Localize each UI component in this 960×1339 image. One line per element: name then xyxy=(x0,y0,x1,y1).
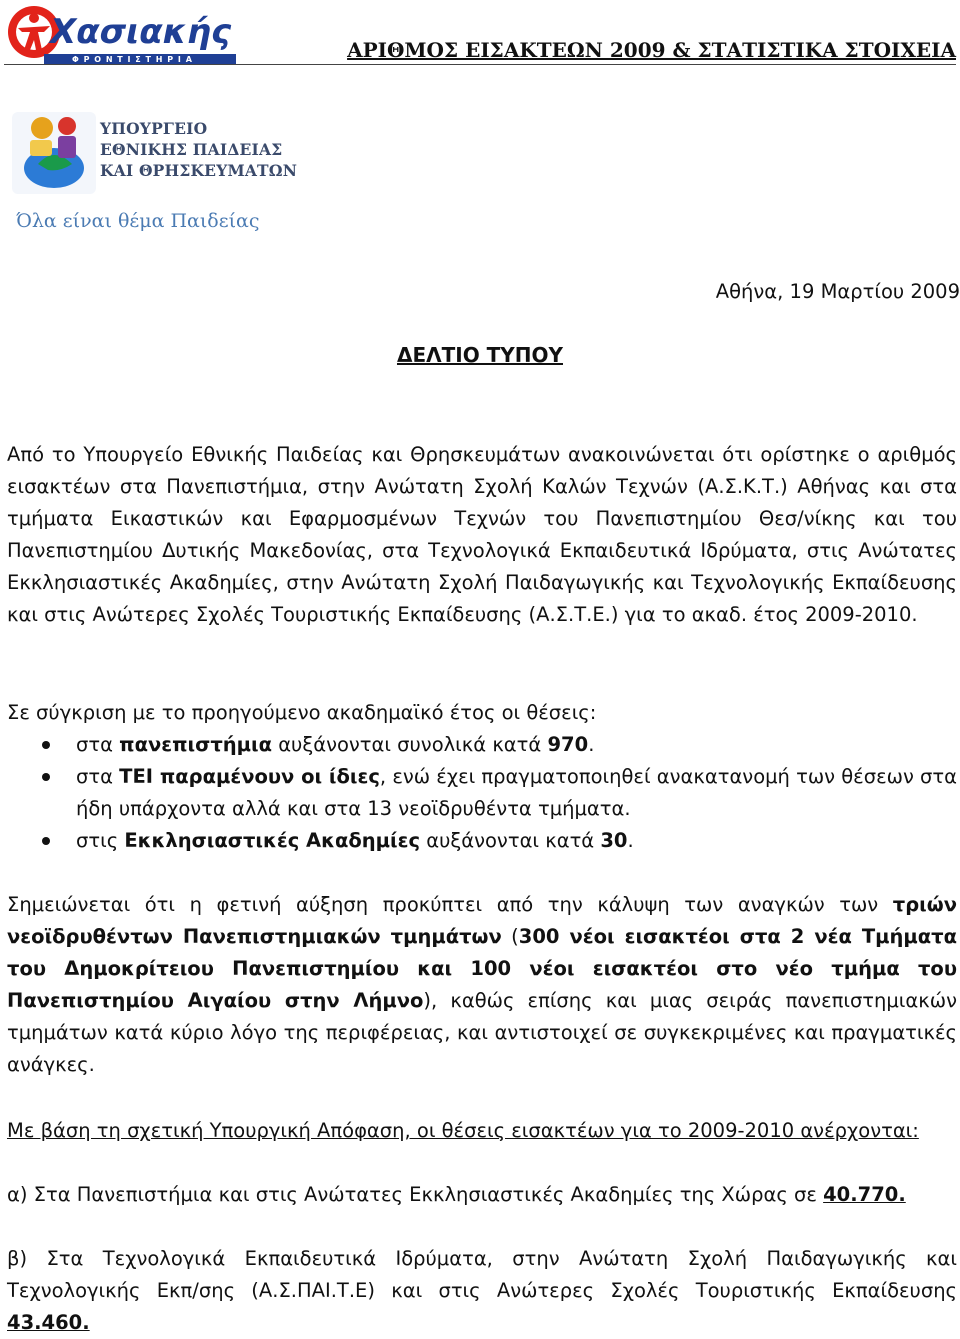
page-header xyxy=(0,0,960,68)
press-date: Αθήνα, 19 Μαρτίου 2009 xyxy=(715,280,960,303)
ministry-slogan: Όλα είναι θέμα Παιδείας xyxy=(16,210,260,232)
header-title: ΑΡΙΘΜΟΣ ΕΙΣΑΚΤΕΩΝ 2009 & ΣΤΑΤΙΣΤΙΚΑ ΣΤΟΙΧΕΙΑ xyxy=(347,38,956,62)
logo-subtext: Φ Ρ Ο Ν Τ Ι Σ Τ Η Ρ Ι Α xyxy=(72,55,193,64)
header-divider xyxy=(4,64,956,65)
ministry-line-1: ΥΠΟΥΡΓΕΙΟ xyxy=(100,119,208,138)
list-item-universities: στα πανεπιστήμια αυξάνονται συνολικά κατά 970. xyxy=(0,729,957,761)
paragraph-tei-total: β) Στα Τεχνολογικά Εκπαιδευτικά Ιδρύματα, στην Ανώτατη Σχολή Παιδαγωγικής και Τεχνολογικής Εκπ/σης (Α.Σ.ΠΑΙ.Τ.Ε) και στις Ανώτερες Σχολές Τουριστικής Εκπαίδευσης 43.460. xyxy=(7,1247,957,1334)
list-item-academies: στις Εκκλησιαστικές Ακαδημίες αυξάνονται κατά 30. xyxy=(0,825,957,857)
hasiakis-logo xyxy=(4,2,236,64)
comparison-list xyxy=(0,729,957,857)
list-item-tei: στα ΤΕΙ παραμένουν οι ίδιες, ενώ έχει πραγματοποιηθεί ανακατανομή των θέσεων στα ήδη υπάρχοντα αλλά και στα 13 νεοϊδρυθέντα τμήματα. xyxy=(0,761,957,825)
ministry-name xyxy=(100,118,300,181)
paragraph-comparison-intro: Σε σύγκριση με το προηγούμενο ακαδημαϊκό έτος οι θέσεις: xyxy=(7,701,597,724)
paragraph-increase-note: Σημειώνεται ότι η φετινή αύξηση προκύπτει από την κάλυψη των αναγκών των τριών νεοϊδρυθέντων Πανεπιστημιακών τμημάτων (300 νέοι εισακτέοι στα 2 νέα Τμήματα του Δημοκρίτειου Πανεπιστημίου και 100 νέοι εισακτέοι στο νέο τμήμα του Πανεπιστημίου Αιγαίου στην Λήμνο), καθώς επίσης και μιας σειράς πανεπιστημιακών τμημάτων κατά κύριο λόγο της περιφέρειας, και αντιστοιχεί σε συγκεκριμένες και πραγματικές ανάγκες. xyxy=(7,893,957,1076)
tei-total: 43.460. xyxy=(7,1311,90,1334)
ministry-emblem xyxy=(12,106,96,202)
paragraph-announcement: Από το Υπουργείο Εθνικής Παιδείας και Θρησκευμάτων ανακοινώνεται ότι ορίστηκε ο αριθμός εισακτέων στα Πανεπιστήμια, στην Ανώτατη Σχολή Καλών Τεχνών (Α.Σ.Κ.Τ.) Αθήνας και στα τμήματα Εικαστικών και Εφαρμοσμένων Τεχνών του Πανεπιστημίου Θεσ/νίκης και του Πανεπιστημίου Δυτικής Μακεδονίας, στα Τεχνολογικά Εκπαιδευτικά Ιδρύματα, στις Ανώτατες Εκκλησιαστικές Ακαδημίες, στην Ανώτατη Σχολή Παιδαγωγικής και Τεχνολογικής Εκπαίδευσης και στις Ανώτερες Σχολές Τουριστικής Εκπαίδευσης (Α.Σ.Τ.Ε.) για το ακαδ. έτος 2009-2010. xyxy=(7,443,957,626)
logo-text: Χασιακής xyxy=(50,12,232,52)
paragraph-universities-total: α) Στα Πανεπιστήμια και στις Ανώτατες Εκκλησιαστικές Ακαδημίες της Χώρας σε 40.770. xyxy=(7,1183,906,1206)
ministry-logo xyxy=(12,106,298,238)
ministry-line-2: ΕΘΝΙΚΗΣ ΠΑΙΔΕΙΑΣ xyxy=(100,140,283,159)
universities-total: 40.770. xyxy=(823,1183,906,1206)
paragraph-decision: Με βάση τη σχετική Υπουργική Απόφαση, οι θέσεις εισακτέων για το 2009-2010 ανέρχονται: xyxy=(7,1119,919,1142)
ministry-line-3: ΚΑΙ ΘΡΗΣΚΕΥΜΑΤΩΝ xyxy=(100,161,298,180)
press-release-title: ΔΕΛΤΙΟ ΤΥΠΟΥ xyxy=(396,343,563,367)
